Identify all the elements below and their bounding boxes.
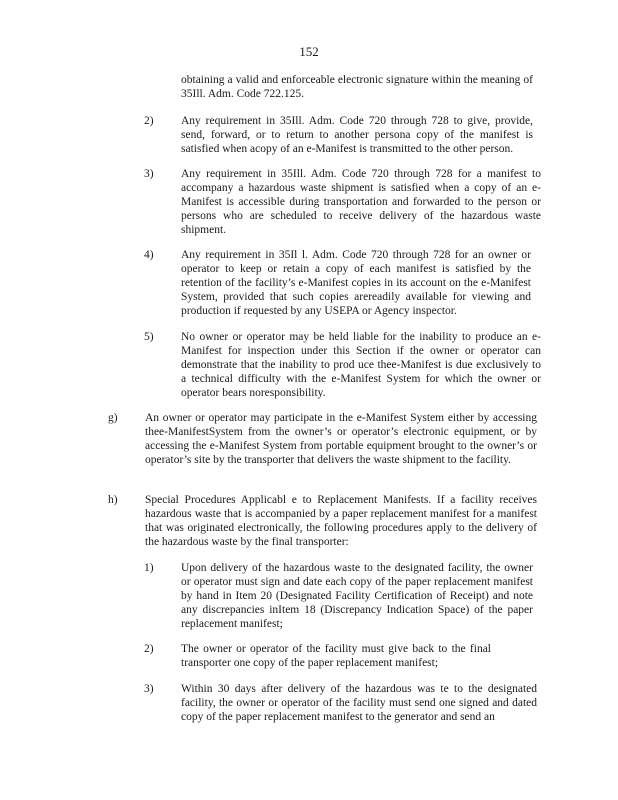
- item-label: 3): [144, 168, 154, 180]
- item-text: Upon delivery of the hazardous waste to the designated facility, the owner or operator must sign and date each copy of the paper replacement manifest by hand in Item 20 (Designated Facility Certification of Receipt) and note any discrepancies inItem 18 (Discrepancy Indication Space) of the paper replacement manifest;: [181, 562, 533, 630]
- item-text: Any requirement in 35Il l. Adm. Code 720 through 728 for an owner or operator to keep or retain a copy of each manifest is satisfied by the retention of the facility’s e-Manifest copies in its account on the e-Manifest System, provided that such copies arereadily available for viewing and production if requested by any USEPA or Agency inspector.: [181, 249, 531, 317]
- item-text: The owner or operator of the facility must give back to the final transporter one copy of the paper replacement manifest;: [181, 643, 491, 669]
- item-label: 2): [144, 643, 154, 655]
- item-label: 1): [144, 562, 154, 574]
- section-label: g): [108, 412, 118, 424]
- item-text: Any requirement in 35Ill. Adm. Code 720 through 728 for a manifest to accompany a hazardous waste shipment is satisfied when a copy of an e-Manifest is accessible during transportation and forwarded to the person or persons who are scheduled to receive delivery of the hazardous waste shipment.: [181, 168, 541, 236]
- page-number: 152: [299, 44, 319, 59]
- section-label: h): [108, 494, 118, 506]
- item-label: 3): [144, 683, 154, 695]
- section-text: An owner or operator may participate in the e-Manifest System either by accessing thee-ManifestSystem from the owner’s or operator’s electronic equipment, or by accessing the e-Manifest System from portable equipment brought to the owner’s or operator’s site by the transporter that delivers the waste shipment to the facility.: [145, 412, 537, 466]
- item-label: 4): [144, 249, 154, 261]
- item-text: Within 30 days after delivery of the hazardous was te to the designated facility, the owner or operator of the facility must send one signed and dated copy of the paper replacement manifest to the generator and send an: [181, 683, 537, 723]
- section-text: Special Procedures Applicabl e to Replacement Manifests. If a facility receives hazardous waste that is accompanied by a paper replacement manifest for a manifest that was originated electronically, the following procedures apply to the delivery of the hazardous waste by the final transporter:: [145, 494, 537, 548]
- item-label: 5): [144, 331, 154, 343]
- item-text: Any requirement in 35Ill. Adm. Code 720 through 728 to give, provide, send, forward, or to return to another persona copy of the manifest is satisfied when acopy of an e-Manifest is transmitted to the other person.: [181, 115, 533, 155]
- item-label: 2): [144, 115, 154, 127]
- item-text: No owner or operator may be held liable for the inability to produce an e-Manifest for inspection under this Section if the owner or operator can demonstrate that the inability to prod uce thee-Manifest is due exclusively to a technical difficulty with the e-Manifest System for which the owner or operator bears noresponsibility.: [181, 331, 541, 399]
- continuation-paragraph: obtaining a valid and enforceable electronic signature within the meaning of 35Ill. Adm. Code 722.125.: [181, 74, 533, 100]
